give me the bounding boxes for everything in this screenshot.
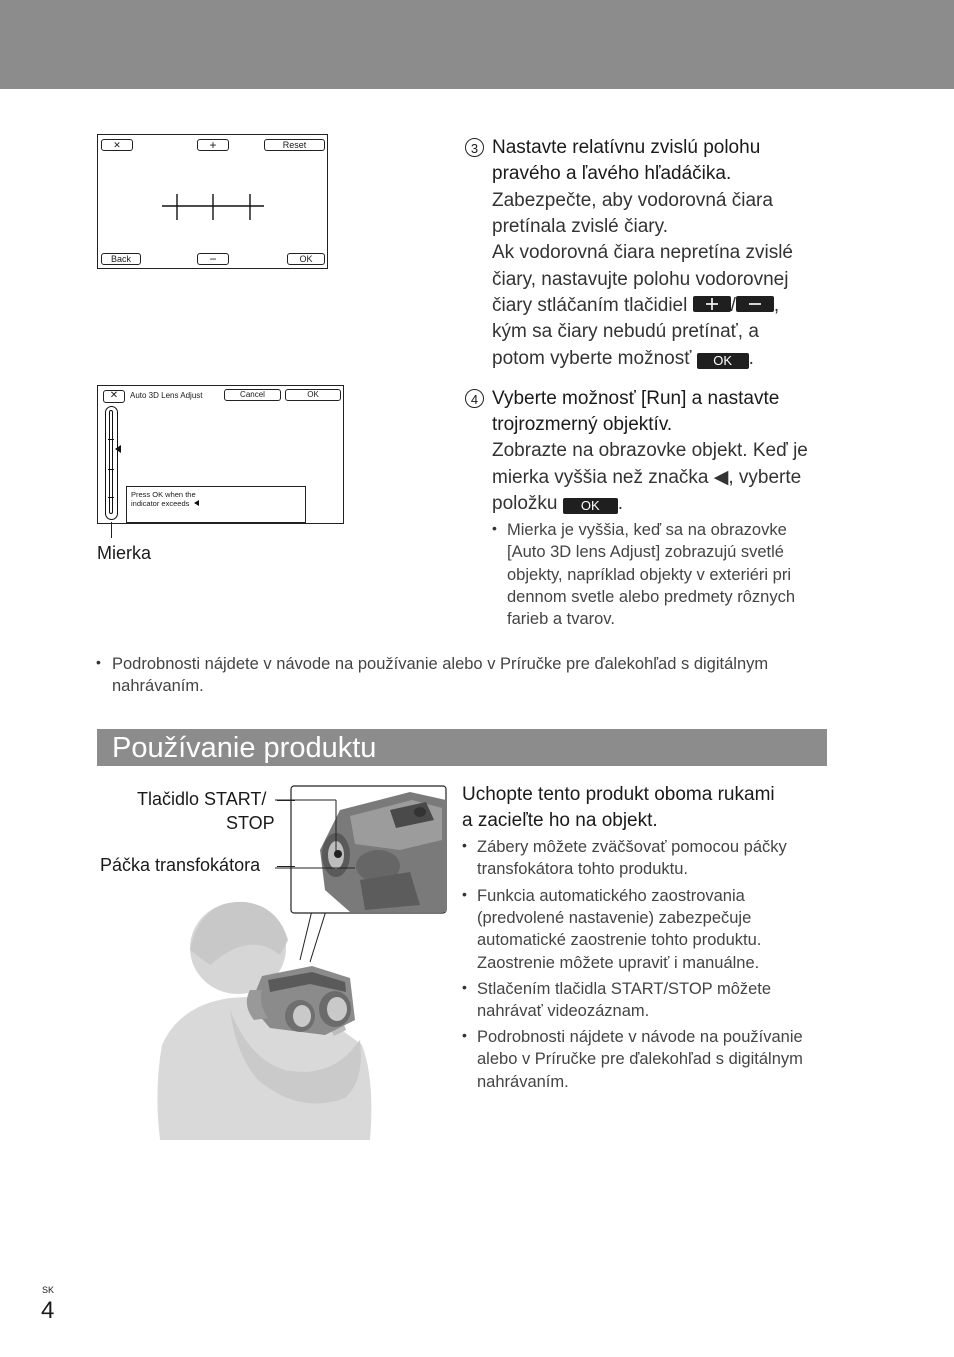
label-start-stop-1: Tlačidlo START/ <box>137 789 267 809</box>
step3-body-7-text: potom vyberte možnosť <box>492 348 692 369</box>
note-line-1: Podrobnosti nájdete v návode na používanie alebo v Príručke pre ďalekohľad s digitálnym <box>112 655 769 673</box>
step3-body-4: čiary, nastavujte polohu vodorovnej <box>492 269 789 290</box>
usage-bullet-4-line-2: alebo v Príručke pre ďalekohľad s digitálnym <box>477 1050 803 1068</box>
step4-body-2: mierka vyššia než značka ◀, vyberte <box>492 467 802 488</box>
plus-button[interactable]: + <box>197 139 229 151</box>
step4-body-1: Zobrazte na obrazovke objekt. Keď je <box>492 440 808 461</box>
screen-title: Auto 3D Lens Adjust <box>130 391 203 400</box>
close-button[interactable]: ✕ <box>101 139 133 151</box>
usage-bullet-2-line-4: Zaostrenie môžete upraviť i manuálne. <box>477 954 760 972</box>
usage-bullet-4-line-3: nahrávaním. <box>477 1073 569 1091</box>
zoom-leader <box>277 866 295 867</box>
screen-auto-3d-lens-adjust <box>97 385 344 524</box>
minus-button[interactable]: − <box>197 253 229 265</box>
usage-bullet-2-line-2: (predvolené nastavenie) zabezpečuje <box>477 909 752 927</box>
step-number-4: 4 <box>465 389 484 408</box>
footer-language: SK <box>42 1285 55 1295</box>
plus-key-icon <box>693 296 731 312</box>
ok-button[interactable]: OK <box>287 253 325 265</box>
message-line-1: Press OK when the <box>131 490 196 499</box>
close-button[interactable]: ✕ <box>103 390 125 403</box>
step4-bullet-5: farieb a tvarov. <box>507 610 615 628</box>
bullet-dot: • <box>492 520 497 536</box>
step3-body-5 <box>492 293 779 319</box>
step4-bullet-3: objekty, napríklad objekty v exteriéri pri <box>507 566 791 584</box>
message-line-2: indicator exceeds <box>131 499 190 508</box>
level-gauge <box>105 406 118 520</box>
step3-title-1: Nastavte relatívnu zvislú polohu <box>492 137 761 158</box>
step3-body-5-text: čiary stláčaním tlačidiel <box>492 295 688 316</box>
step4-body-3-text: položku <box>492 493 558 514</box>
key-period: . <box>617 493 624 514</box>
section-title: Používanie produktu <box>112 732 377 764</box>
step3-body-6: kým sa čiary nebudú pretínať, a <box>492 321 759 342</box>
step3-body-7 <box>492 346 754 372</box>
usage-bullet-1-line-1: Zábery môžete zväčšovať pomocou páčky <box>477 838 787 856</box>
label-start-stop-2: STOP <box>226 813 275 833</box>
step4-body-3 <box>492 491 623 517</box>
gauge-caption: Mierka <box>97 543 152 563</box>
note-line-2: nahrávaním. <box>112 677 204 695</box>
usage-bullet-2-line-3: automatické zaostrenie tohto produktu. <box>477 931 762 949</box>
screen-vertical-adjust <box>97 134 328 269</box>
indicator-triangle-icon <box>115 445 121 453</box>
gauge-inner <box>109 410 113 514</box>
reset-button[interactable]: Reset <box>264 139 325 151</box>
ok-button[interactable]: OK <box>285 389 341 401</box>
bullet-dot: • <box>462 1027 467 1043</box>
gauge-leader-line <box>111 522 112 538</box>
step4-bullet-2: [Auto 3D lens Adjust] zobrazujú svetlé <box>507 543 784 561</box>
step3-body-3: Ak vodorovná čiara nepretína zvislé <box>492 242 793 263</box>
crosshair-lines <box>158 192 268 222</box>
label-zoom-lever: Páčka transfokátora <box>100 855 261 875</box>
bullet-dot: • <box>462 837 467 853</box>
step4-title-1: Vyberte možnosť [Run] a nastavte <box>492 388 780 409</box>
step3-body-2: pretínala zvislé čiary. <box>492 216 668 237</box>
header-band <box>0 0 954 89</box>
step-number-3: 3 <box>465 138 484 157</box>
usage-title-2: a zacieľte ho na objekt. <box>462 810 658 831</box>
cancel-button[interactable]: Cancel <box>224 389 281 401</box>
key-period: . <box>748 348 754 369</box>
bullet-dot: • <box>462 886 467 902</box>
message-box <box>126 486 306 523</box>
ok-key: OK <box>697 353 749 369</box>
step3-body-1: Zabezpečte, aby vodorovná čiara <box>492 190 773 211</box>
step4-bullet-1: Mierka je vyššia, keď sa na obrazovke <box>507 521 787 539</box>
usage-bullet-2-line-1: Funkcia automatického zaostrovania <box>477 887 745 905</box>
key-comma: , <box>773 295 780 316</box>
usage-bullet-3-line-2: nahrávať videozáznam. <box>477 1002 650 1020</box>
message-line-2-wrap <box>131 499 199 508</box>
indicator-small-icon <box>194 500 199 506</box>
start-stop-leader <box>277 800 295 801</box>
usage-bullet-3-line-1: Stlačením tlačidla START/STOP môžete <box>477 980 772 998</box>
usage-title-1: Uchopte tento produkt oboma rukami <box>462 784 775 805</box>
bullet-dot: • <box>96 654 101 670</box>
usage-bullet-4-line-1: Podrobnosti nájdete v návode na používanie <box>477 1028 803 1046</box>
step4-title-2: trojrozmerný objektív. <box>492 414 673 435</box>
bullet-dot: • <box>462 979 467 995</box>
minus-key-icon <box>736 296 774 312</box>
key-slash: / <box>730 295 736 316</box>
page-number: 4 <box>41 1297 55 1324</box>
binocular-usage-illustration <box>150 780 450 1142</box>
back-button[interactable]: Back <box>101 253 141 265</box>
usage-bullet-1-line-2: transfokátora tohto produktu. <box>477 860 688 878</box>
ok-key: OK <box>563 498 618 514</box>
step3-title-2: pravého a ľavého hľadáčika. <box>492 163 732 184</box>
step4-bullet-4: dennom svetle alebo predmety rôznych <box>507 588 795 606</box>
